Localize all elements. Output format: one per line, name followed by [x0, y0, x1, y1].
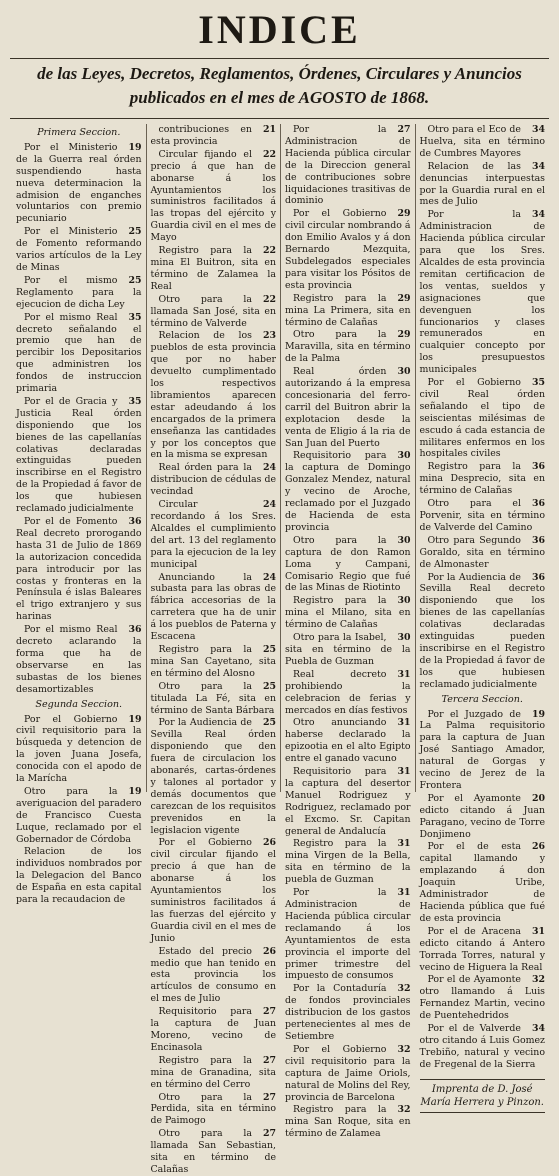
entry-page-number: 36 [531, 534, 545, 546]
index-title: INDICE [198, 7, 361, 52]
entry-page-number: 25 [262, 680, 276, 692]
entry-page-number: 22 [262, 245, 276, 257]
entry-page-number: 36 [531, 461, 545, 473]
entry-page-number: 20 [531, 792, 545, 804]
index-entry [151, 149, 277, 244]
index-entry [285, 983, 411, 1043]
index-entry [285, 450, 411, 533]
entry-page-number: 31 [397, 668, 411, 680]
entry-text: Por el de esta capital llamando y emplazando á don Joaquin Uribe, Administrador de Hacienda pública que fué de esta provincia [419, 841, 545, 924]
entry-page-number: 30 [397, 450, 411, 462]
entry-text: Por el Juzgado de La Palma requisitorio para la captura de Juan José Santiago Amador, natural de Gorgas y vecino de Jerez de la Frontera [419, 708, 545, 791]
entry-page-number: 34 [531, 124, 545, 135]
entry-page-number: 19 [128, 785, 142, 797]
index-entry [16, 846, 142, 906]
entry-text: Por el de Ayamonte otro llamando á Luis Fernandez Martin, vecino de Puentehedridos [419, 974, 545, 1022]
entry-page-number: 32 [397, 983, 411, 995]
entry-page-number: 22 [262, 148, 276, 160]
entry-text: Estado del precio medio que han tenido en esta provincia los artículos de consumo en el mes de Julio [150, 945, 276, 1005]
entry-page-number: 24 [262, 571, 276, 583]
index-entry [285, 717, 411, 765]
entry-page-number: 31 [531, 925, 545, 937]
index-entry [285, 887, 411, 982]
index-entry [151, 681, 277, 717]
entry-text: Real órden autorizando á la empresa concesionaria del ferro-carril del Buitron abrir la explotacion desde la venta de Eligio á la ria de San Juan del Puerto [285, 366, 411, 449]
index-entry [420, 841, 546, 924]
entry-page-number: 30 [397, 595, 411, 607]
entry-text: Por el Gobierno civil circular nombrando á don Emilio Avalos y á don Bernardo Mezquita, Subdelegados especiales para visitar los Pósitos de esta provincia [285, 208, 411, 291]
entry-text: Otro para el Porvenir, sita en término de Valverde del Camino [419, 498, 545, 533]
subtitle-rule [10, 118, 549, 119]
index-entry [16, 396, 142, 515]
entry-page-number: 32 [397, 1104, 411, 1116]
entry-text: Por el de Valverde otro citando á Luis Gomez Trebiño, natural y vecino de Fregenal de la Sierra [419, 1023, 545, 1070]
entry-text: Por el mismo Real decreto aclarando la forma que ha de observarse en las subastas de los bienes desamortizables [16, 624, 142, 695]
entry-page-number: 34 [531, 1023, 545, 1035]
imprint-line: Imprenta de D. José María Herrera y Pinzon. [420, 1079, 546, 1113]
entry-page-number: 36 [128, 624, 142, 636]
entry-page-number: 34 [531, 160, 545, 172]
section-heading: Tercera Seccion. [441, 693, 523, 705]
index-entry [420, 926, 546, 974]
index-entry [285, 632, 411, 668]
entry-text: Por la Audiencia de Sevilla Real decreto disponiendo que los bienes de las capellanías colativas declaradas extinguidas pueden inscribirse en el Registro de la Propiedad á favor de los que hubiesen reclamado judicialmente [419, 571, 545, 690]
entry-text: Por el Gobierno civil requisitorio para la captura de Jaime Oriols, natural de Molins del Rey, provincia de Barcelona [285, 1043, 411, 1103]
entry-page-number: 19 [128, 713, 142, 725]
column-2 [147, 124, 282, 1175]
entry-page-number: 19 [531, 708, 545, 720]
index-entry [151, 717, 277, 836]
entry-text: Otro para la titulada La Fé, sita en término de Santa Bárbara [150, 680, 276, 716]
entry-text: Real decreto prohibiendo la celebracion de ferias y mercados en días festivos [285, 668, 411, 716]
entry-text: Otro para la Isabel, sita en término de la Puebla de Guzman [285, 632, 411, 667]
index-entry [151, 330, 277, 461]
entry-page-number: 27 [262, 1054, 276, 1066]
entry-page-number: 27 [397, 124, 411, 135]
entry-text: Otro para la Perdida, sita en término de Paimogo [150, 1091, 276, 1127]
section-heading: Primera Seccion. [37, 127, 121, 138]
entry-page-number: 29 [397, 329, 411, 341]
index-entry [420, 709, 546, 792]
entry-page-number: 31 [397, 717, 411, 729]
entry-text: Requisitorio para la captura del desertor Manuel Rodriguez y Rodriguez, reclamado por el Excmo. Sr. Capitan general de Andalucía [285, 766, 411, 837]
entry-page-number: 35 [128, 395, 142, 407]
entry-text: contribuciones en esta provincia [150, 124, 252, 147]
entry-page-number: 26 [262, 837, 276, 849]
entry-page-number: 24 [262, 462, 276, 474]
entry-text: Otro para la captura de don Ramon Loma y Campani, Comisario Regio que fué de las Minas de Riotinto [285, 534, 411, 594]
entry-text: Por la Administracion de Hacienda pública circular reclamando á los Ayuntamientos de esta provincia el importe del primer trimestre del impuesto de consumos [285, 887, 411, 982]
entry-text: Relacion de los pueblos de esta provincia que por no haber devuelto cumplimentado los respectivos libramientos aparecen estar adeudando á los encargados de la primera enseñanza las cantidades y por los conceptos que en la misma se expresan [150, 330, 276, 461]
index-entry [16, 624, 142, 695]
index-entry [420, 498, 546, 534]
entry-text: Por el Gobierno civil Real órden señalando el tipo de seiscientas milésimas de escudo á cada estancia de militares enfermos en los hospitales civiles [419, 377, 545, 460]
title-rule [10, 58, 549, 59]
entry-text: Registro para la mina Desprecio, sita en término de Calañas [419, 461, 545, 497]
entry-text: Por el Gobierno civil requisitorio para la búsqueda y detencion de la joven Juana Josefa, conocida con el apodo de la Marícha [16, 713, 142, 785]
index-entry [16, 142, 142, 225]
index-entry [16, 275, 142, 311]
index-entry [151, 1055, 277, 1091]
entry-page-number: 31 [397, 766, 411, 778]
entry-page-number: 21 [262, 124, 276, 135]
entry-text: Requisitorio para la captura de Domingo Gonzalez Mendez, natural y vecino de Aroche, reclamado por el Juzgado de Hacienda de esta provincia [285, 450, 411, 533]
index-entry [285, 366, 411, 449]
entry-text: Relacion de las denuncias interpuestas por la Guardia rural en el mes de Julio [419, 160, 545, 208]
index-entry [151, 837, 277, 944]
entry-page-number: 25 [262, 717, 276, 729]
entry-page-number: 26 [531, 841, 545, 853]
entry-page-number: 30 [397, 632, 411, 644]
index-entry [151, 245, 277, 293]
index-entry [151, 1006, 277, 1054]
entry-page-number: 31 [397, 838, 411, 850]
entry-page-number: 29 [397, 208, 411, 220]
entry-text: Por el de Aracena edicto citando á Antero Torrada Torres, natural y vecino de Higuera la Real [419, 925, 545, 973]
entry-page-number: 36 [531, 571, 545, 583]
entry-page-number: 29 [397, 292, 411, 304]
index-entry [151, 572, 277, 643]
index-entry [420, 377, 546, 460]
index-entry [420, 124, 546, 160]
column-4 [416, 124, 550, 1108]
entry-text: Por el Ministerio de Fomento reformando varios artículos de la Ley de Minas [16, 226, 142, 273]
entry-text: Real órden para la distribucion de cédulas de vecindad [150, 462, 276, 498]
entry-text: Registro para la mina el Milano, sita en término de Calañas [285, 595, 411, 631]
index-entry [285, 1104, 411, 1140]
entry-text: Por el Ministerio de la Guerra real órden suspendiendo hasta nueva determinacion la admision de enganches voluntarios con premio pecuniario [16, 141, 142, 225]
entry-page-number: 27 [262, 1128, 276, 1140]
index-entry [420, 161, 546, 209]
index-entry [420, 535, 546, 571]
entry-text: Por el mismo Reglamento para la ejecucion de dicha Ley [16, 274, 142, 310]
entry-page-number: 24 [262, 499, 276, 511]
index-entry [16, 786, 142, 846]
entry-page-number: 32 [397, 1043, 411, 1055]
index-entry [151, 462, 277, 498]
index-entry [16, 226, 142, 274]
index-entry [420, 572, 546, 691]
index-entry [151, 124, 277, 148]
entry-text: Otro para la llamada San Sebastian, sita en término de Calañas [150, 1128, 276, 1175]
entry-text: Por el de Gracia y Justicia Real órden disponiendo que los bienes de las capellanías colativas declaradas extinguidas pueden inscribirse en el Registro de la Propiedad á favor de los que hubiesen reclamado judicialmente [16, 395, 142, 515]
entry-page-number: 35 [128, 311, 142, 323]
entry-page-number: 34 [531, 209, 545, 221]
entry-page-number: 23 [262, 330, 276, 342]
entry-text: Circular fijando el precio á que han de abonarse á los Ayuntamientos los suministros facilitados á las tropas del ejército y Guardia civil en el mes de Mayo [150, 148, 276, 244]
index-entry [420, 461, 546, 497]
entry-page-number: 36 [128, 516, 142, 527]
index-entry [151, 1128, 277, 1176]
entry-text: Por la Audiencia de Sevilla Real órden disponiendo que den fuera de circulacion los abonarés, cartas-órdenes y talones al portador y demás documentos que carezcan de los requisitos prevenidos en la legislacion vigente [150, 717, 276, 836]
index-entry [420, 974, 546, 1022]
index-entry [285, 329, 411, 365]
entry-text: Por la Administracion de Hacienda pública circular de la Direccion general de contribuciones sobre liquidaciones trasitivas de dominio [285, 124, 411, 207]
index-entry [151, 644, 277, 680]
index-entry [285, 669, 411, 717]
index-subtitle: de las Leyes, Decretos, Reglamentos, Órdenes, Circulares y Anuncios publicados en el mes de AGOSTO de 1868. [37, 64, 522, 107]
entry-text: Otro para la llamada San José, sita en término de Valverde [150, 293, 276, 329]
index-entry [16, 312, 142, 395]
entry-text: Registro para la mina La Primera, sita en término de Calañas [285, 292, 411, 328]
entry-text: Requisitorio para la captura de Juan Moreno, vecino de Encinasola [150, 1006, 276, 1053]
entry-page-number: 19 [128, 141, 142, 153]
entry-text: Otro anunciando haberse declarado la epizootia en el alto Egipto entre el ganado vacuno [285, 717, 411, 765]
entry-text: Otro para la averiguacion del paradero de Francisco Cuesta Luque, reclamado por el Gobernador de Córdoba [16, 785, 142, 845]
index-entry [285, 1044, 411, 1104]
index-entry [285, 293, 411, 329]
entry-text: Registro para la mina de Granadina, sita en término del Cerro [150, 1054, 276, 1090]
entry-text: Registro para la mina Virgen de la Bella, sita en término de la puebla de Guzman [285, 838, 411, 886]
index-entry [420, 793, 546, 841]
entry-text: Otro para la Maravilla, sita en término de la Palma [285, 329, 411, 365]
index-entry [420, 1023, 546, 1071]
column-3 [281, 124, 416, 1140]
entry-text: Otro para Segundo Goraldo, sita en término de Almonaster [419, 534, 545, 570]
entry-text: Otro para el Eco de Huelva, sita en término de Cumbres Mayores [419, 124, 545, 159]
index-entry [151, 294, 277, 330]
entry-page-number: 30 [397, 534, 411, 546]
index-entry [285, 595, 411, 631]
index-entry [151, 499, 277, 570]
entry-page-number: 27 [262, 1091, 276, 1103]
column-1 [12, 124, 147, 906]
entry-text: Relacion de los individuos nombrados por la Delegacion del Banco de España en esta capital para la recaudacion de [16, 846, 142, 906]
entry-page-number: 30 [397, 366, 411, 378]
index-entry [285, 838, 411, 886]
entry-text: Anunciando la subasta para las obras de fábrica accesorias de la carretera que ha de unir á los pueblos de Paterna y Escacena [150, 571, 276, 643]
index-entry [285, 766, 411, 837]
entry-text: Por el Ayamonte edicto citando á Juan Paragano, vecino de Torre Donjimeno [419, 792, 545, 840]
section-heading: Segunda Seccion. [35, 698, 123, 710]
entry-text: Por el Gobierno civil circular fijando el precio á que han de abonarse á los Ayuntamientos los suministros facilitados á las fuerzas del ejército y Guardia civil en el mes de Junio [150, 837, 276, 944]
entry-page-number: 25 [262, 643, 276, 655]
entry-page-number: 25 [128, 226, 142, 238]
entry-page-number: 31 [397, 887, 411, 899]
entry-text: Registro para la mina San Roque, sita en término de Zalamea [285, 1104, 411, 1140]
index-entry [285, 535, 411, 595]
entry-text: Por el mismo Real decreto señalando el premio que han de percibir los Depositarios que administren los fondos de instruccion primaria [16, 311, 142, 395]
entry-page-number: 25 [128, 274, 142, 286]
index-entry [420, 209, 546, 376]
entry-text: Registro para la mina El Buitron, sita en término de Zalamea la Real [150, 245, 276, 292]
entry-text: Por el de Fomento Real decreto prorogando hasta 31 de Julio de 1869 la autorizacion concedida para introducir por las costas y fronteras en la Península é islas Baleares el trigo extranjero y sus harinas [16, 516, 142, 623]
entry-page-number: 26 [262, 945, 276, 957]
entry-page-number: 27 [262, 1006, 276, 1018]
entry-page-number: 32 [531, 974, 545, 986]
index-entry [285, 208, 411, 291]
entry-page-number: 36 [531, 498, 545, 510]
index-columns [12, 124, 549, 1175]
index-entry [16, 516, 142, 623]
index-entry [151, 946, 277, 1006]
entry-text: Registro para la mina San Cayetano, sita en término del Alosno [150, 643, 276, 679]
index-entry [151, 1092, 277, 1128]
entry-text: Por la Administracion de Hacienda pública circular para que los Sres. Alcaldes de esta provincia remitan certificacion de los ventas, sueldos y asignaciones que devenguen los funcionarios y clases remunerados en cualquier concepto por los presupuestos municipales [419, 209, 545, 376]
index-entry [16, 714, 142, 785]
entry-page-number: 35 [531, 377, 545, 389]
entry-text: Por la Contaduría de fondos provinciales distribucion de los gastos pertenecientes al mes de Setiembre [285, 983, 411, 1042]
column-4-items [420, 124, 546, 1071]
index-entry [285, 124, 411, 207]
entry-page-number: 22 [262, 293, 276, 305]
entry-text: Circular recordando á los Sres. Alcaldes el cumplimiento del art. 13 del reglamento para la ejecucion de la ley municipal [150, 499, 276, 570]
